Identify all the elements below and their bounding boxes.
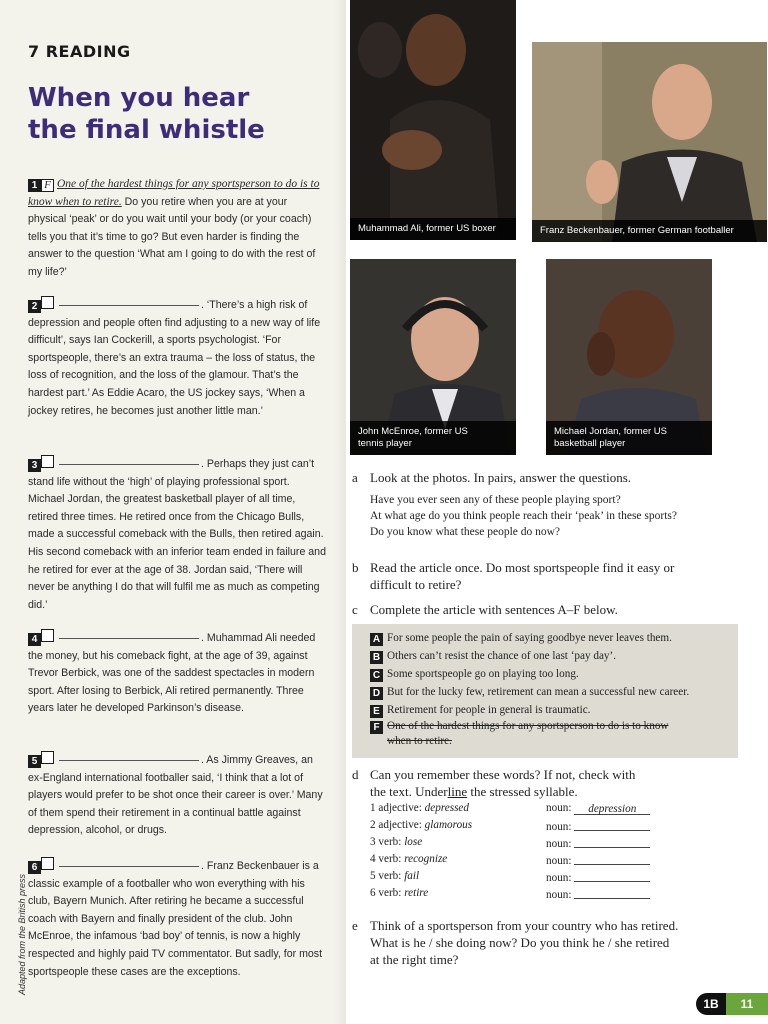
noun-answer-field[interactable] [574,836,650,848]
noun-answer-field[interactable] [574,819,650,831]
page-title: When you hear the final whistle [28,83,265,145]
article-paragraph-2: 2 . ‘There’s a high risk of depression and people often find adjusting to a new way of life difficult’, says Ian Cockerill, a sports psychologist. ‘For sportspeople, there’s an extra trauma – the loss of status, the loss of recognition, and the loss of the glamour. That’s the hardest part.’ As Eddie Acaro, the US jockey says, ‘When a jockey retires, he becomes just another little man.’ [28,296,328,420]
photo-caption: Muhammad Ali, former US boxer [350,218,516,240]
noun-answer-field[interactable] [574,870,650,882]
vocab-row: 6 verb: retire noun: [370,887,670,904]
sentences-box [352,624,738,758]
photo-muhammad-ali [350,0,516,240]
photo-john-mcenroe [350,259,516,455]
photo-caption: John McEnroe, former US tennis player [350,421,516,455]
level-badge: 1B [696,993,726,1015]
sentence-b: B Others can’t resist the chance of one last ‘pay day’. [370,647,728,665]
noun-answer-field[interactable] [574,887,650,899]
page-number: 11 [726,993,768,1015]
sentence-c: C Some sportspeople go on playing too long. [370,665,728,683]
article-paragraph-1: 1 F One of the hardest things for any sportsperson to do is to know when to retire. Do you retire when you are at your physical ‘peak’ or do you wait until your body (or your coach) tells you that it’s time to go? But even harder is finding the answer to the question ‘What am I going to do with the rest of my life?’ [28,178,320,278]
article-paragraph-5: 5 . As Jimmy Greaves, an ex-England international footballer said, ‘I think that a lot of players would prefer to be shot once their career is over.’ Many of them spend their retirement in a continual battle against depression, alcohol, or drugs. [28,751,328,840]
vocab-row: 4 verb: recognize noun: [370,853,670,870]
photo-caption: Franz Beckenbauer, former German footballer [532,220,767,242]
noun-answer-field[interactable]: depression [574,803,650,815]
article-paragraph-4: 4 . Muhammad Ali needed the money, but his comeback fight, at the age of 39, against Trevor Berbick, was one of the saddest spectacles in modern sport. After losing to Berbick, Ali retired permanently. Three years later he developed Parkinson’s disease. [28,629,328,718]
exercise-c: c Complete the article with sentences A–F below. [352,602,618,617]
exercise-e: e Think of a sportsperson from your country who has retired. What is he / she doing now? Do you think he / she retired at the right time? [352,918,679,967]
answer-gap [59,760,199,761]
article-paragraph-6: 6 . Franz Beckenbauer is a classic example of a footballer who won everything with his club, Bayern Munich. After retiring he became a successful coach with Bayern and finally president of the club. John McEnroe, the infamous ‘bad boy’ of tennis, is now a highly respected and highly paid TV commentator. But sadly, for most sportspeople these cases are the exceptions. [28,857,328,981]
exercise-d: d Can you remember these words? If not, check with the text. Underline the stressed syllable. [352,767,636,799]
answer-gap [59,305,199,306]
exercise-b: b Read the article once. Do most sportspeople find it easy or difficult to retire? [352,560,675,592]
photo-caption: Michael Jordan, former US basketball player [546,421,712,455]
noun-answer-field[interactable] [574,853,650,865]
boxer-illustration [350,0,516,240]
sentence-e: E Retirement for people in general is traumatic. [370,701,728,719]
footballer-illustration [532,42,767,242]
vocab-row: 1 adjective: depressed noun: depression [370,802,670,819]
answer-gap [59,464,199,465]
exercise-a: a Look at the photos. In pairs, answer the questions. Have you ever seen any of these people playing sport? At what age do you think people reach their ‘peak’ in these sports? Do you know what these people do now? [352,470,677,538]
vocab-row: 5 verb: fail noun: [370,870,670,887]
sentence-f: F One of the hardest things for any sportsperson to do is to know when to retire. [370,719,728,749]
sentence-d: D But for the lucky few, retirement can mean a successful new career. [370,683,728,701]
vocab-row: 2 adjective: glamorous noun: [370,819,670,836]
article-paragraph-3: 3 . Perhaps they just can’t stand life without the ‘high’ of playing professional sport. Michael Jordan, the greatest basketball player of all time, retired three times. He retired once from the Chicago Bulls, made a successful comeback with the Bulls, then retired again. His second comeback with an inferior team ended in failure and he retired for ever at the age of 38. Jordan said, ‘There will never be anything I do that will fulfil me as much as competing did.’ [28,455,328,614]
page-footer [696,993,768,1015]
vocab-table [370,802,670,904]
vocab-row: 3 verb: lose noun: [370,836,670,853]
section-label: 7 READING [28,42,131,61]
sentence-a: A For some people the pain of saying goodbye never leaves them. [370,629,728,647]
answer-gap [59,638,199,639]
source-credit: Adapted from the British press [17,873,27,995]
photo-michael-jordan [546,259,712,455]
answer-gap [59,866,199,867]
photo-franz-beckenbauer [532,42,767,242]
